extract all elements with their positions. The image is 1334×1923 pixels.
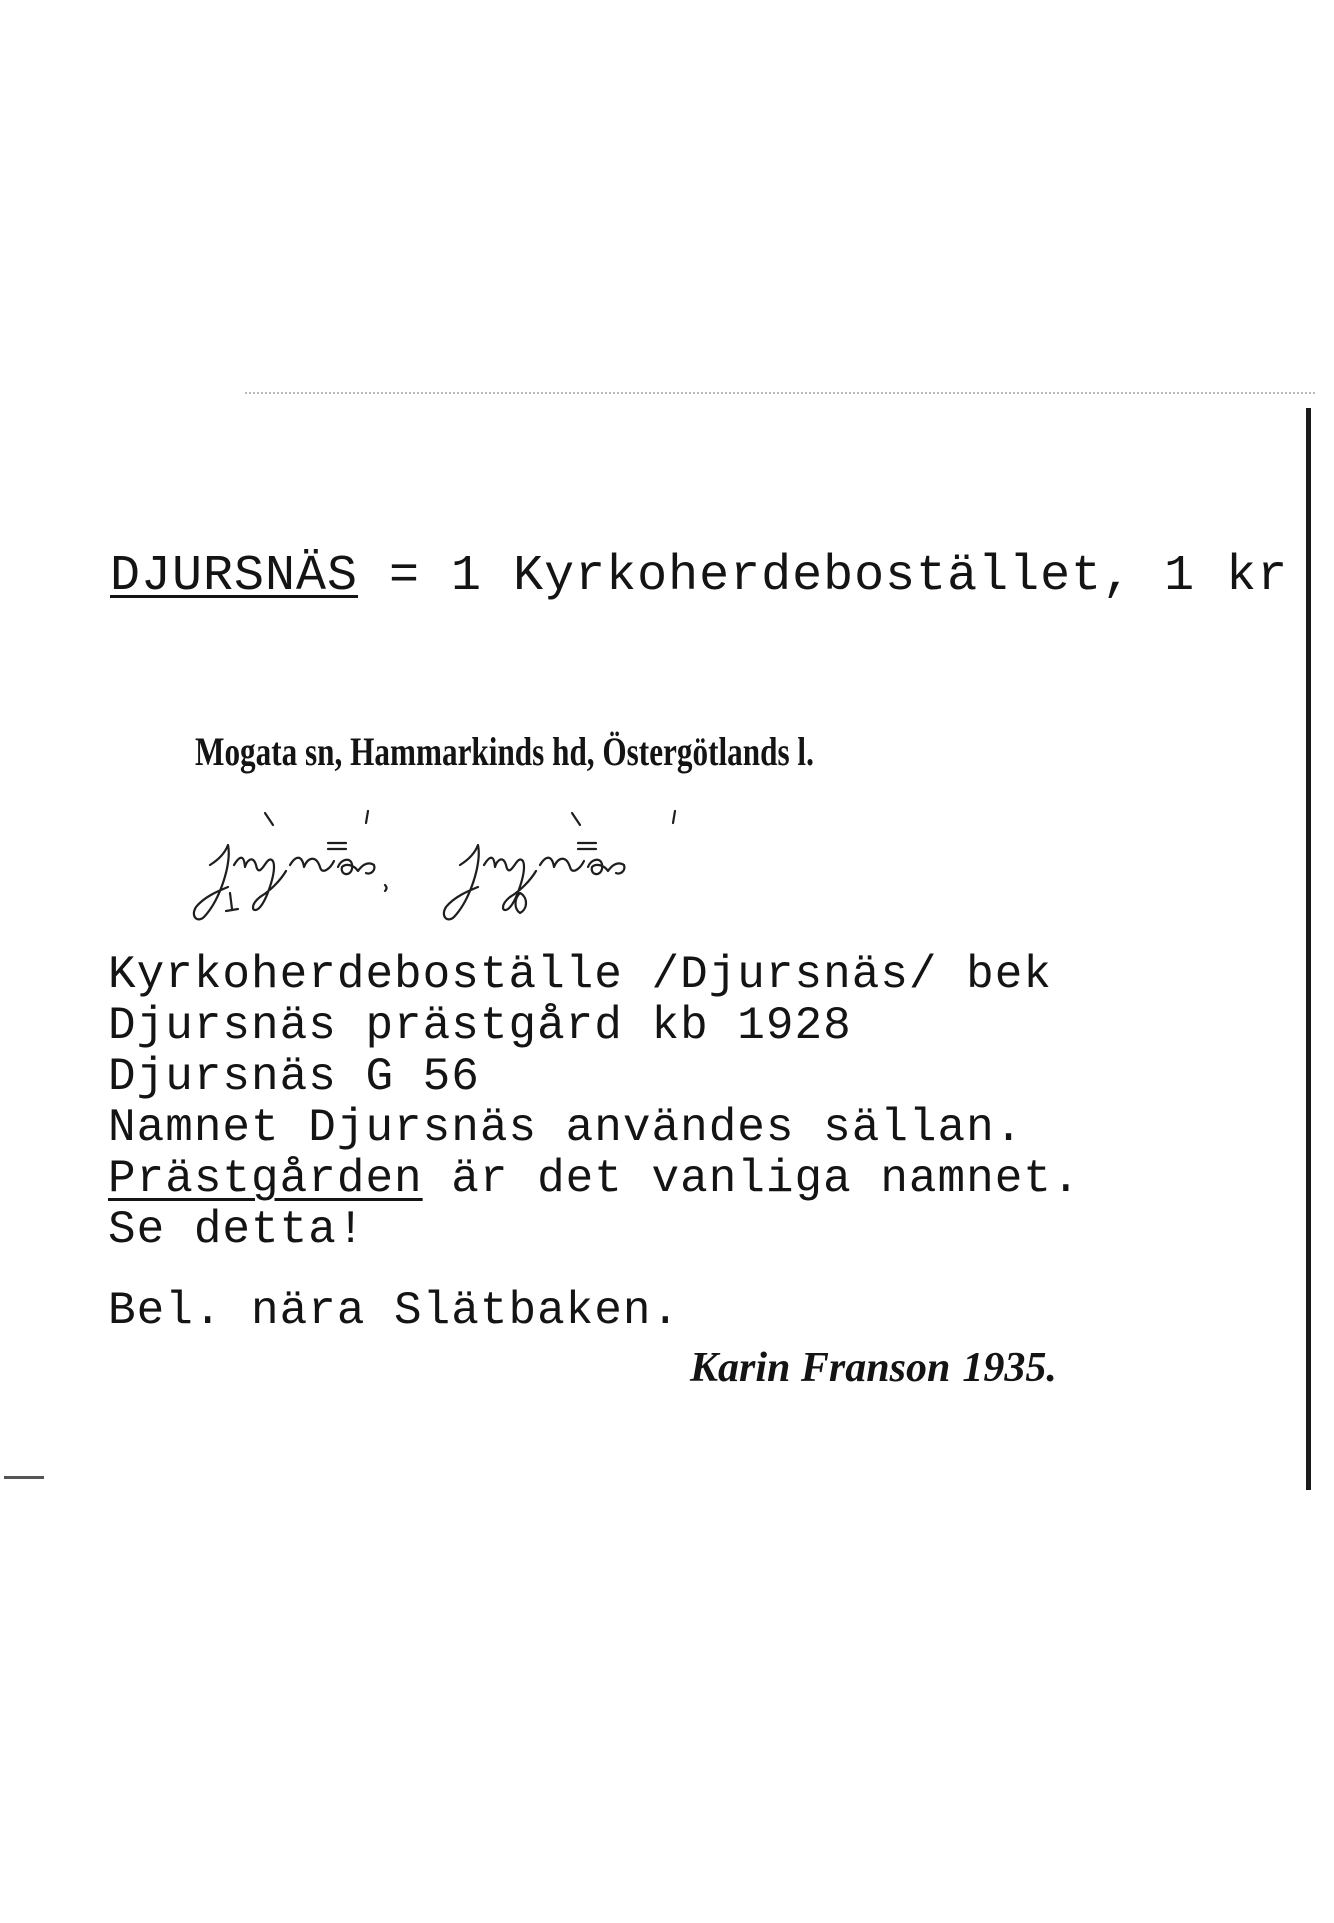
signature-author: Karin Franson — [690, 1345, 951, 1391]
parish-location: Mogata sn, Hammarkinds hd, Östergötlands l. — [195, 729, 814, 774]
body-line: Kyrkoherdeboställe /Djursnäs/ bek — [108, 949, 1052, 1001]
underlined-word: Prästgården — [108, 1153, 423, 1205]
signature — [690, 1344, 1057, 1392]
margin-mark — [4, 1476, 44, 1479]
body-line: Se detta! — [108, 1204, 366, 1256]
card-body — [108, 950, 1081, 1256]
body-line: Namnet Djursnäs användes sällan. — [108, 1102, 1024, 1154]
body-line — [108, 1154, 1081, 1205]
card-top-border — [245, 392, 1315, 394]
card-right-border — [1306, 408, 1311, 1490]
location-note: Bel. nära Slätbaken. — [108, 1285, 681, 1337]
handwritten-pronunciation — [170, 805, 730, 925]
signature-year: 1935. — [962, 1345, 1057, 1391]
place-name: DJURSNÄS — [110, 548, 359, 605]
body-line: Djursnäs prästgård kb 1928 — [108, 1000, 852, 1052]
body-line: Djursnäs G 56 — [108, 1051, 480, 1103]
place-headline — [110, 548, 1288, 605]
body-line-rest: är det vanliga namnet. — [422, 1153, 1081, 1205]
headline-definition: = 1 Kyrkoherdebostället, 1 kr — [358, 548, 1289, 605]
